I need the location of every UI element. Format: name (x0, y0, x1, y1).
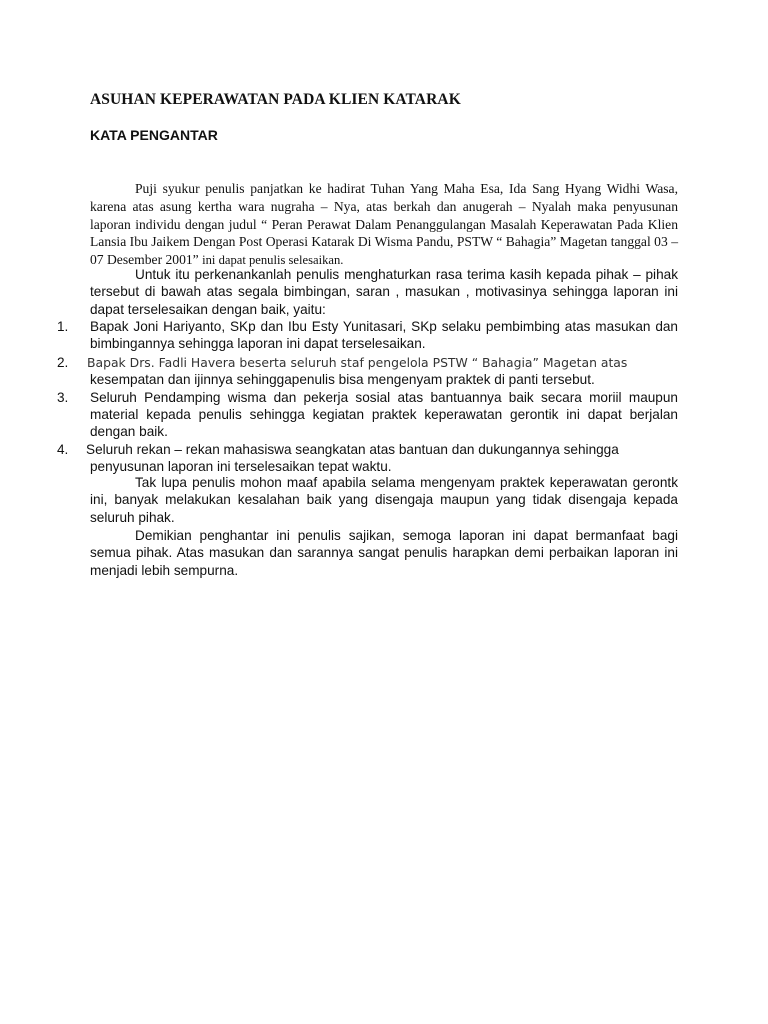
apology-paragraph: Tak lupa penulis mohon maaf apabila selama mengenyam praktek keperawatan gerontk ini, banyak melakukan kesalahan baik yang disengaja maupun yang tidak disengaja kepada seluruh pihak. (90, 475, 678, 525)
list-item-text: Seluruh rekan – rekan mahasiswa seangkatan atas bantuan dan dukungannya sehingga (86, 441, 619, 457)
list-item-number: 3. (57, 389, 69, 405)
thanks-paragraph: Untuk itu perkenankanlah penulis menghaturkan rasa terima kasih kepada pihak – pihak tersebut di bawah atas segala bimbingan, saran , masukan , motivasinya sehingga laporan ini dapat terselesaikan dengan baik, yaitu: (90, 267, 678, 317)
list-item-text: Bapak Drs. Fadli Havera beserta seluruh staf pengelola PSTW “ Bahagia” Magetan atas (87, 354, 628, 370)
list-item-number: 2. (57, 354, 69, 370)
intro-paragraph-main: Puji syukur penulis panjatkan ke hadirat Tuhan Yang Maha Esa, Ida Sang Hyang Widhi Wasa, karena atas asung kertha wara nugraha – Nya, atas berkah dan anugerah – Nyalah maka penyusunan laporan individu dengan judul “ Peran Perawat Dalam Penanggulangan Masalah Keperawatan Pada Klien Lansia Ibu Jaikem Dengan Post Operasi Katarak Di Wisma Pandu, PSTW “ Bahagia” Magetan tanggal 03 – 07 Desember 2001” (90, 181, 678, 268)
list-item-text: Bapak Joni Hariyanto, SKp dan Ibu Esty Yunitasari, SKp selaku pembimbing atas masukan dan bimbingannya sehingga laporan ini dapat terselesaikan. (90, 319, 678, 352)
list-item-text: Seluruh Pendamping wisma dan pekerja sosial atas bantuannya baik secara moriil maupun material kepada penulis sehingga kegiatan praktek keperawatan gerontik ini dapat berjalan dengan baik. (90, 389, 678, 440)
list-item (0, 389, 768, 441)
list-item-number: 4. (57, 441, 69, 457)
list-item (0, 354, 768, 389)
acknowledgement-list (0, 318, 768, 476)
closing-paragraph: Demikian penghantar ini penulis sajikan, semoga laporan ini dapat bermanfaat bagi semua pihak. Atas masukan dan sarannya sangat penulis harapkan demi perbaikan laporan ini menjadi lebih sempurna. (90, 528, 678, 578)
document-title: ASUHAN KEPERAWATAN PADA KLIEN KATARAK (90, 91, 461, 108)
list-item (0, 318, 768, 353)
list-item-text-block (87, 354, 678, 389)
list-item-text-block (86, 441, 678, 476)
section-title: KATA PENGANTAR (90, 127, 218, 143)
list-item-text-continuation: kesempatan dan ijinnya sehinggapenulis bisa mengenyam praktek di panti tersebut. (90, 372, 595, 388)
list-item (0, 441, 768, 476)
list-item-text-continuation: penyusunan laporan ini terselesaikan tepat waktu. (90, 459, 392, 475)
list-item-number: 1. (57, 319, 69, 334)
intro-paragraph-tail: ini dapat penulis selesaikan. (202, 253, 344, 268)
intro-paragraph (90, 180, 678, 270)
